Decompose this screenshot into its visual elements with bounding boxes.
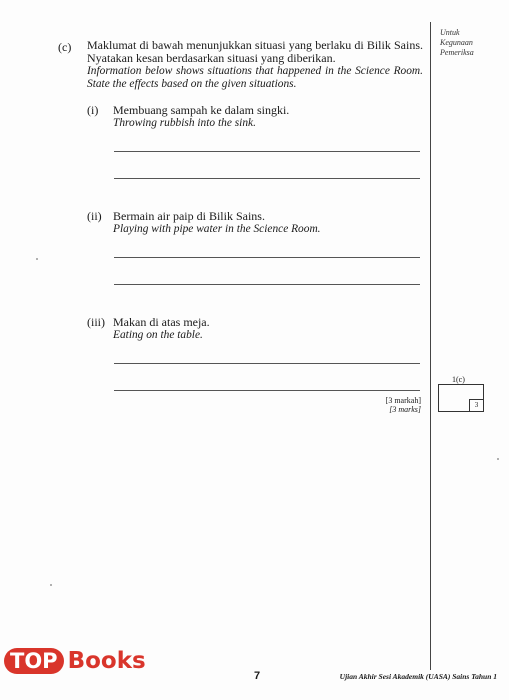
- subquestion-english: Throwing rubbish into the sink.: [113, 117, 256, 129]
- subquestion-ii: [87, 210, 417, 236]
- examiner-use-note: [440, 28, 500, 58]
- question-text-english: Information below shows situations that happened in the Science Room. State the effects based on the given situations.: [87, 65, 423, 90]
- score-box-label: 1(c): [452, 375, 465, 384]
- answer-line[interactable]: [114, 178, 420, 179]
- subquestion-malay: Bermain air paip di Bilik Sains.: [113, 209, 265, 223]
- answer-line[interactable]: [114, 257, 420, 258]
- question-text-malay: Maklumat di bawah menunjukkan situasi yang berlaku di Bilik Sains. Nyatakan kesan berdasarkan situasi yang diberikan.: [87, 38, 423, 65]
- marks-malay: [3 markah]: [385, 396, 421, 405]
- subquestion-number: (i): [87, 103, 99, 117]
- answer-line[interactable]: [114, 363, 420, 364]
- topbooks-logo: [4, 646, 146, 676]
- subquestion-malay: Makan di atas meja.: [113, 315, 210, 329]
- page-number: 7: [254, 670, 261, 682]
- question-text: [87, 39, 423, 90]
- score-box: [438, 384, 484, 412]
- marks-label: [386, 396, 421, 414]
- scan-speck: [497, 458, 499, 460]
- logo-books: Books: [67, 648, 146, 674]
- subquestion-number: (iii): [87, 315, 105, 329]
- subquestion-english: Playing with pipe water in the Science Room.: [113, 223, 321, 235]
- examiner-note-line-2: Kegunaan: [440, 38, 473, 47]
- examiner-note-line-3: Pemeriksa: [440, 48, 474, 57]
- margin-divider: [430, 22, 431, 670]
- score-max: 3: [469, 399, 483, 411]
- subquestion-malay: Membuang sampah ke dalam singki.: [113, 103, 290, 117]
- question-letter: (c): [58, 40, 72, 54]
- examiner-note-line-1: Untuk: [440, 28, 460, 37]
- scan-speck: [50, 584, 52, 586]
- subquestion-iii: [87, 316, 417, 342]
- subquestion-english: Eating on the table.: [113, 329, 203, 341]
- answer-line[interactable]: [114, 151, 420, 152]
- scan-speck: [36, 258, 38, 260]
- logo-top: TOP: [4, 648, 64, 674]
- subquestion-number: (ii): [87, 209, 102, 223]
- footer-text: Ujian Akhir Sesi Akademik (UASA) Sains Tahun 1: [339, 672, 497, 681]
- marks-english: [3 marks]: [389, 405, 421, 414]
- answer-line[interactable]: [114, 390, 420, 391]
- answer-line[interactable]: [114, 284, 420, 285]
- subquestion-i: [87, 104, 417, 130]
